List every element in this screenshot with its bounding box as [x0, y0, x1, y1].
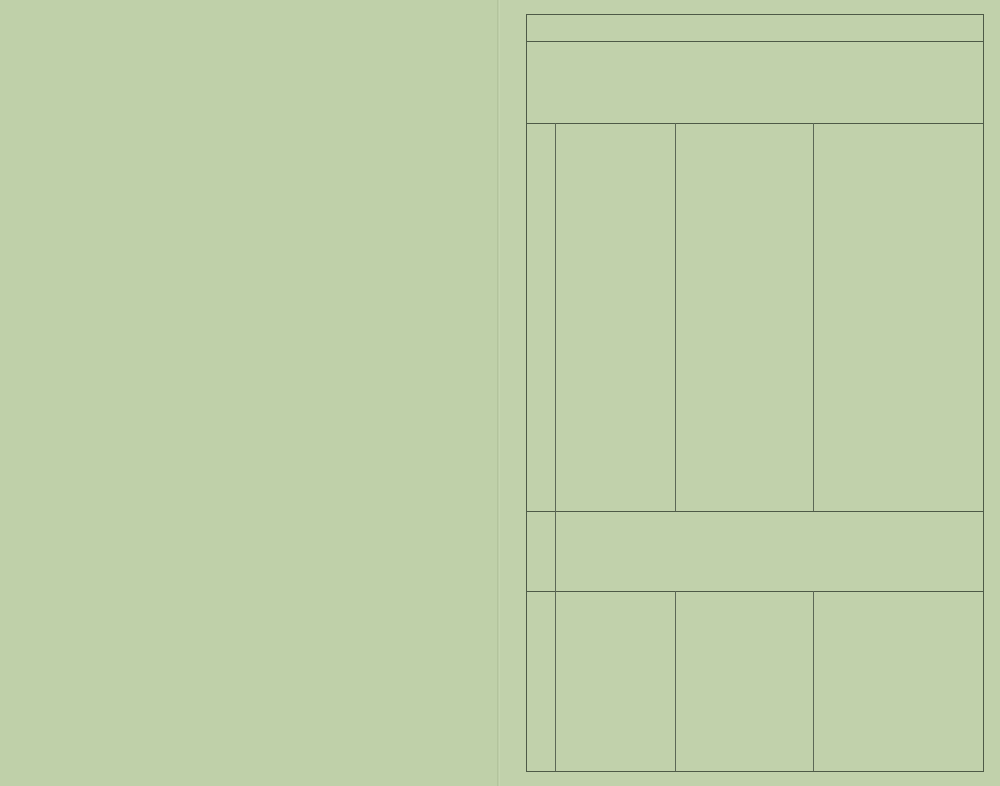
col-divider-bottom-musc [675, 591, 676, 771]
title-rule [527, 41, 983, 42]
mid-section-rule [527, 511, 983, 512]
bottom-section-rule [527, 591, 983, 592]
exam-form [526, 14, 984, 772]
col-divider-bottom-ages [555, 591, 556, 771]
col-divider-sq [813, 123, 814, 511]
poids-chart [0, 408, 500, 784]
col-divider-ages [555, 123, 556, 511]
table-top-rule [527, 123, 983, 124]
col-divider-bottom-sq [813, 591, 814, 771]
col-divider-musc [675, 123, 676, 511]
taille-chart [0, 84, 500, 394]
col-divider-14 [555, 511, 556, 591]
